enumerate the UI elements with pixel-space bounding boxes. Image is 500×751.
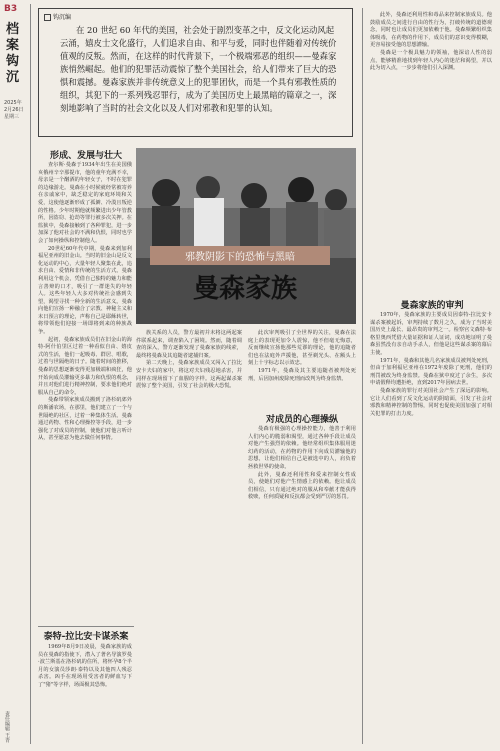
paragraph: 第二天晚上，曼森家族成员又闯入了拉比安卡夫妇的家中，将这对夫妇残忍地杀害，并同样在现场留下了血腥的字样。这两起谋杀案震惊了整个美国，引发了社会的极大恐慌。 — [136, 360, 242, 390]
paragraph: 此外，曼森还利用性和爱来控制女性成员，使她们对他产生情感上的依赖。他让成员们相信，只有通过绝对的服从和奉献才能获得救赎，任何质疑和反抗都会受到严厉的惩罚。 — [248, 471, 356, 501]
left-column-bar — [0, 0, 30, 751]
section-control-body — [248, 426, 356, 502]
section-title-trial: 曼森家族的审判 — [400, 301, 464, 311]
paragraph: 曼森是一个极具魅力的领袖，他深谙人性的弱点，能够精准地找到年轻人内心的迷茫和渴望，并以此为切入点，一步步将他们引入深渊。 — [370, 49, 492, 72]
intro-text: 在 20 世纪 60 年代的美国，社会处于剧烈变革之中，反文化运动风起云涌，嬉皮士文化盛行，人们追求自由、和平与爱，同时也伴随着对传统价值观的反叛。然而，在这样的时代背景下，一个极端邪恶的组织——曼森家族悄然崛起。他们的犯罪活动震惊了整个美国社会，给人们带来了巨大的恐惧和震撼。曼森家族并非传统意义上的犯罪团伙，而是一个具有邪教性质的组织，其犯下的一系列残忍罪行，成为了美国历史上最黑暗的篇章之一，深刻地影响了当时的社会文化以及人们对邪教和犯罪的认知。 — [60, 25, 337, 113]
headline-title: 曼森家族 — [192, 274, 297, 304]
paragraph: 20世纪60年代中期，曼森来到加利福尼亚州的旧金山。当时的旧金山是反文化运动的中心，大量年轻人聚集在此，追求自由、爱情和非传统的生活方式。曼森利用这个机会，凭借自己独特的魅力和能言善辩的口才，吸引了一群迷失的年轻人。这些年轻人大多对传统社会感到失望，渴望寻找一种全新的生活意义。曼森向他们宣扬一种融合了宗教、神秘主义和末日预言的理论，声称自己是耶稣转世，将带领他们迎接一场即将到来的种族战争。 — [38, 245, 132, 336]
paragraph: 曼森带领家族成员搬到了洛杉矶郊外的斯潘农场，在那里，他们建立了一个与世隔绝的社区，过着一种集体生活。曼森通过药物、性和心理操控等手段，进一步强化了对成员的控制，使他们对他言听计从，甚至愿意为他去做任何事情。 — [38, 397, 132, 442]
intro-tag-label: 钩沉编 — [53, 14, 72, 21]
section-title-formation: 形成、发展与壮大 — [49, 151, 122, 161]
column-divider — [362, 8, 363, 744]
date-line: 星期三 — [4, 114, 20, 120]
column-divider — [30, 4, 31, 744]
section-murders-body — [38, 644, 132, 690]
headline-subtitle: 邪教阴影下的恐怖与黑暗 — [150, 246, 330, 265]
section-formation-body — [38, 162, 132, 443]
middle-left-body — [136, 330, 242, 391]
paragraph: 此次审判吸引了全世界的关注，曼森在法庭上的表现更加令人震惊，他不但毫无悔意，反而继续宣扬他那些荒谬的理论，他的追随者们也在法庭外声援他，甚至剃光头、在额头上刻上十字标志以示效忠。 — [248, 330, 356, 367]
date-line: 2025年 — [4, 100, 22, 106]
paragraph: 此外，曼森还利用性和毒品来控制家族成员。他鼓励成员之间进行自由的性行为，打破传统的道德观念，同时也让成员们更加依赖于他。曼森频繁组织集体吸毒，在药物的作用下，成员们的意识变得模糊，更容易接受他的思想灌输。 — [370, 12, 492, 49]
section-title-murders: 泰特-拉比安卡谋杀案 — [38, 626, 134, 642]
intro-tag — [44, 12, 71, 21]
date-line: 2月26日 — [4, 107, 24, 113]
paragraph: 1969年8月9日凌晨，曼森家族的成员在曼森的指使下，潜入了著名导演罗曼·波兰斯基在洛杉矶的住所，将怀孕8个半月的女演员莎朗·泰特以及其他四人残忍杀害。凶手在现场用受害者的鲜血写下了"猪"等字样，场面极其恐怖。 — [38, 644, 132, 688]
paragraph: 曼森家族的罪行对美国社会产生了深远的影响。它让人们看到了反文化运动的阴暗面，引发了社会对邪教和精神控制的警惕，同时也促使美国加强了对相关犯罪的打击力度。 — [370, 387, 492, 417]
editor-credit: 责任编辑 王青 — [4, 711, 10, 743]
paragraph: 1971年，曼森和其他几名家族成员被判处死刑，但由于加利福尼亚州在1972年废除了死刑，他们的刑罚被改为终身监禁。曼森在狱中度过了余生，多次申请假释均遭拒绝，直到2017年因病去世。 — [370, 357, 492, 387]
middle-right-body — [248, 330, 356, 383]
paragraph: 起初，曼森家族成员们在旧金山的海特-阿什伯里区过着一种看似自由、嬉皮式的生活，他们一起吸毒、群居、唱歌，过着与世隔绝的日子。随着时间的推移，曼森的思想逐渐变得更加极端和疯狂，他开始向成员灌输更多暴力和仇恨的观念，并且对他们进行精神控制，要求他们绝对服从自己的命令。 — [38, 336, 132, 396]
square-icon — [44, 14, 51, 21]
paragraph: 1971年，曼森及其主要追随者被判处死刑，后因加州废除死刑而改判为终身监禁。 — [248, 367, 356, 382]
section-trial-body — [370, 312, 492, 418]
page-number: B3 — [4, 4, 18, 14]
column-name: 档案钩沉 — [6, 22, 21, 85]
paragraph: 曼森有极强的心理操控能力，他善于利用人们内心的脆弱和渴望，通过各种手段让成员对他产生强烈的依赖。他经常组织集体服用迷幻药的活动，在药物的作用下向成员灌输他的思想，让他们相信自己是被选中的人，肩负着拯救世界的使命。 — [248, 426, 356, 470]
paragraph: 查尔斯·曼森于1934年出生在美国俄亥俄州辛辛那提市，他的童年充满不幸，母亲是一个酗酒的年轻女子，不时在犯罪的边缘游走。曼森在小时候就经常被寄养在亲戚家中，缺乏稳定的家庭环境和关爱，这使他逐渐形成了孤僻、冷漠且叛逆的性格。少年时期他就频繁进出少年管教所，因盗窃、抢劫等罪行被多次关押。在监狱中，曼森接触到了各种罪犯，进一步加深了他对社会的不满和仇恨，同时也学会了如何操纵和控制他人。 — [38, 162, 132, 244]
paragraph: 1970年，曼森家族的主要成员因泰特-拉比安卡谋杀案被起诉，审判持续了数月之久，成为了当时美国历史上最长、最昂贵的审判之一。检察官文森特·布格里奥西凭借大量证据和证人证词，成功地证明了曼森虽然没有亲自动手杀人，但他是这些谋杀案的幕后主使。 — [370, 312, 492, 356]
paragraph: 族关系的人员，警方最初并未将这两起案件联系起来，调查陷入了困境。然而，随着调查的深入，警方逐渐发现了曼森家族的线索，最终将曼森及其追随者逮捕归案。 — [136, 330, 242, 359]
section-title-control: 对成员的心理操纵 — [265, 415, 338, 425]
issue-date — [4, 100, 24, 121]
right-column-body — [370, 12, 492, 73]
